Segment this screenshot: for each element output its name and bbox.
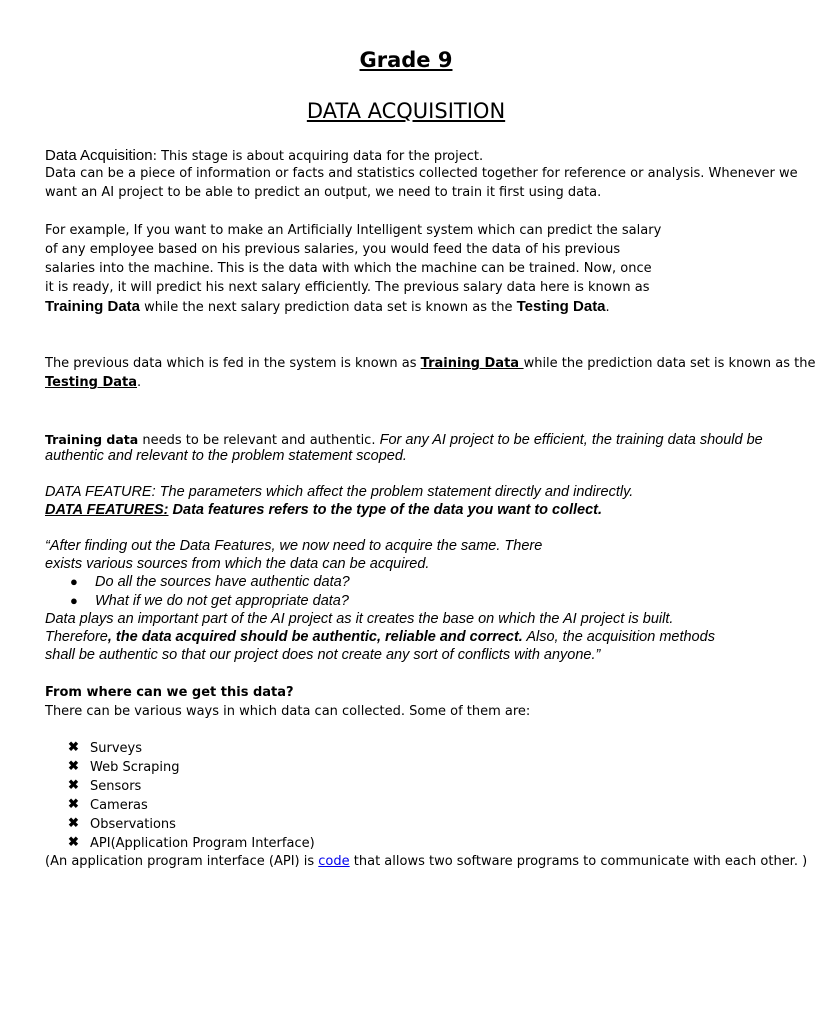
sources-question: From where can we get this data? bbox=[45, 685, 294, 700]
data-features-line bbox=[45, 502, 602, 518]
previous-pre: The previous data which is fed in the system is known as bbox=[45, 356, 421, 371]
sources-intro: There can be various ways in which data can collected. Some of them are: bbox=[45, 704, 531, 719]
intro-line-1 bbox=[45, 146, 483, 166]
quote-line-2: exists various sources from which the data can be acquired. bbox=[45, 556, 430, 572]
data-features-def: Data features refers to the type of the data you want to collect. bbox=[168, 502, 602, 518]
example-line-5 bbox=[45, 297, 610, 317]
relevance-line-1 bbox=[45, 430, 763, 450]
api-note-post: that allows two software programs to communicate with each other. ) bbox=[349, 854, 808, 869]
cross-bullet-icon: ✖ bbox=[68, 777, 79, 792]
api-note bbox=[45, 852, 807, 871]
source-item: Surveys bbox=[90, 741, 142, 756]
intro-line-3: want an AI project to be able to predict an output, we need to train it first using data. bbox=[45, 185, 602, 200]
quote-line-3: Data plays an important part of the AI project as it creates the base on which the AI project is built. bbox=[45, 611, 674, 627]
source-item: API(Application Program Interface) bbox=[90, 836, 315, 851]
grade-heading: Grade 9 bbox=[359, 48, 453, 72]
testing-data-term: Testing Data bbox=[516, 298, 606, 315]
cross-bullet-icon: ✖ bbox=[68, 758, 79, 773]
previous-line-1 bbox=[45, 354, 816, 373]
example-line-2: of any employee based on his previous salaries, you would feed the data of his previous bbox=[45, 242, 621, 257]
relevance-rest: needs to be relevant and authentic. bbox=[138, 433, 380, 448]
cross-bullet-icon: ✖ bbox=[68, 796, 79, 811]
cross-bullet-icon: ✖ bbox=[68, 834, 79, 849]
source-item: Web Scraping bbox=[90, 760, 180, 775]
previous-training: Training Data bbox=[420, 356, 524, 371]
example-line-1: For example, If you want to make an Artificially Intelligent system which can predict the salary bbox=[45, 223, 662, 238]
relevance-italic-1: For any AI project to be efficient, the training data should be bbox=[379, 432, 763, 448]
quote-l4-b: , the data acquired should be authentic, reliable and correct. bbox=[107, 629, 523, 645]
code-link[interactable]: code bbox=[318, 854, 350, 869]
page-title: DATA ACQUISITION bbox=[306, 99, 506, 123]
previous-end: . bbox=[137, 375, 142, 390]
example-line-4: it is ready, it will predict his next salary efficiently. The previous salary data here is known as bbox=[45, 280, 650, 295]
bullet-dot-icon: ● bbox=[70, 574, 78, 589]
cross-bullet-icon: ✖ bbox=[68, 815, 79, 830]
quote-bullet-2: What if we do not get appropriate data? bbox=[95, 593, 349, 609]
intro-term: Data Acquisition bbox=[45, 147, 153, 164]
bullet-dot-icon: ● bbox=[70, 593, 78, 608]
relevance-term: Training data bbox=[45, 432, 139, 447]
quote-line-4 bbox=[45, 629, 715, 645]
training-data-term: Training Data bbox=[45, 298, 141, 315]
previous-mid: while the prediction data set is known as the bbox=[523, 356, 816, 371]
data-features-term: DATA FEATURES: bbox=[45, 502, 169, 518]
source-item: Observations bbox=[90, 817, 176, 832]
cross-bullet-icon: ✖ bbox=[68, 739, 79, 754]
previous-line-2 bbox=[45, 373, 141, 392]
example-line-3: salaries into the machine. This is the data with which the machine can be trained. Now, once bbox=[45, 261, 652, 276]
intro-term-rest: : This stage is about acquiring data for the project. bbox=[152, 149, 484, 164]
source-item: Cameras bbox=[90, 798, 148, 813]
quote-line-5: shall be authentic so that our project does not create any sort of conflicts with anyone.” bbox=[45, 647, 601, 663]
quote-l4-c: Also, the acquisition methods bbox=[522, 629, 715, 645]
example-end: . bbox=[605, 300, 610, 315]
previous-testing: Testing Data bbox=[45, 375, 138, 390]
data-feature-line: DATA FEATURE: The parameters which affect the problem statement directly and indirectly. bbox=[45, 484, 634, 500]
relevance-italic-2: authentic and relevant to the problem statement scoped. bbox=[45, 448, 407, 464]
example-mid: while the next salary prediction data set is known as the bbox=[140, 300, 517, 315]
api-note-pre: (An application program interface (API) is bbox=[45, 854, 319, 869]
quote-line-1: “After finding out the Data Features, we now need to acquire the same. There bbox=[45, 538, 543, 554]
intro-line-2: Data can be a piece of information or facts and statistics collected together for reference or analysis. Whenever we bbox=[45, 166, 798, 181]
quote-bullet-1: Do all the sources have authentic data? bbox=[95, 574, 350, 590]
source-item: Sensors bbox=[90, 779, 142, 794]
quote-l4-a: Therefore bbox=[45, 629, 108, 645]
